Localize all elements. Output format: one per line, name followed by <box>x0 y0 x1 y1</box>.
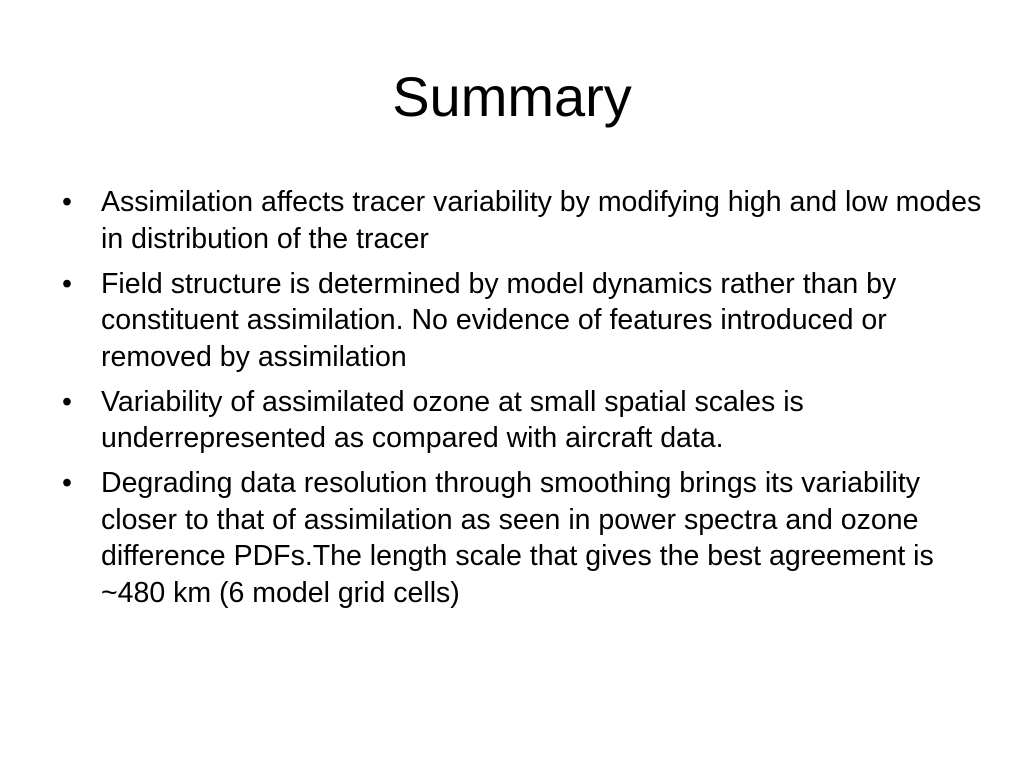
bullet-text: Variability of assimilated ozone at small spatial scales is underrepresented as compared with aircraft data. <box>101 385 804 454</box>
bullet-text: Assimilation affects tracer variability by modifying high and low modes in distribution of the tracer <box>101 186 982 255</box>
bullet-icon: • <box>62 267 72 300</box>
bullet-icon: • <box>62 186 72 218</box>
bullet-item-field-structure <box>62 266 982 376</box>
bullet-text: Degrading data resolution through smoothing brings its variability closer to that of assimilation as seen in power spectra and ozone difference PDFs.The length scale that gives the best agreement is ~480 km (6 model grid cells) <box>101 467 934 609</box>
bullet-item-degrading-resolution <box>62 465 982 611</box>
slide-title: Summary <box>392 65 632 128</box>
bullet-list <box>62 184 982 620</box>
bullet-item-assimilation-variability <box>62 184 982 257</box>
bullet-icon: • <box>62 385 72 418</box>
bullet-icon: • <box>62 467 72 499</box>
bullet-item-small-scale-variability <box>62 384 982 457</box>
bullet-text: Field structure is determined by model dynamics rather than by constituent assimilation. No evidence of features introduced or removed by assimilation <box>101 267 897 373</box>
